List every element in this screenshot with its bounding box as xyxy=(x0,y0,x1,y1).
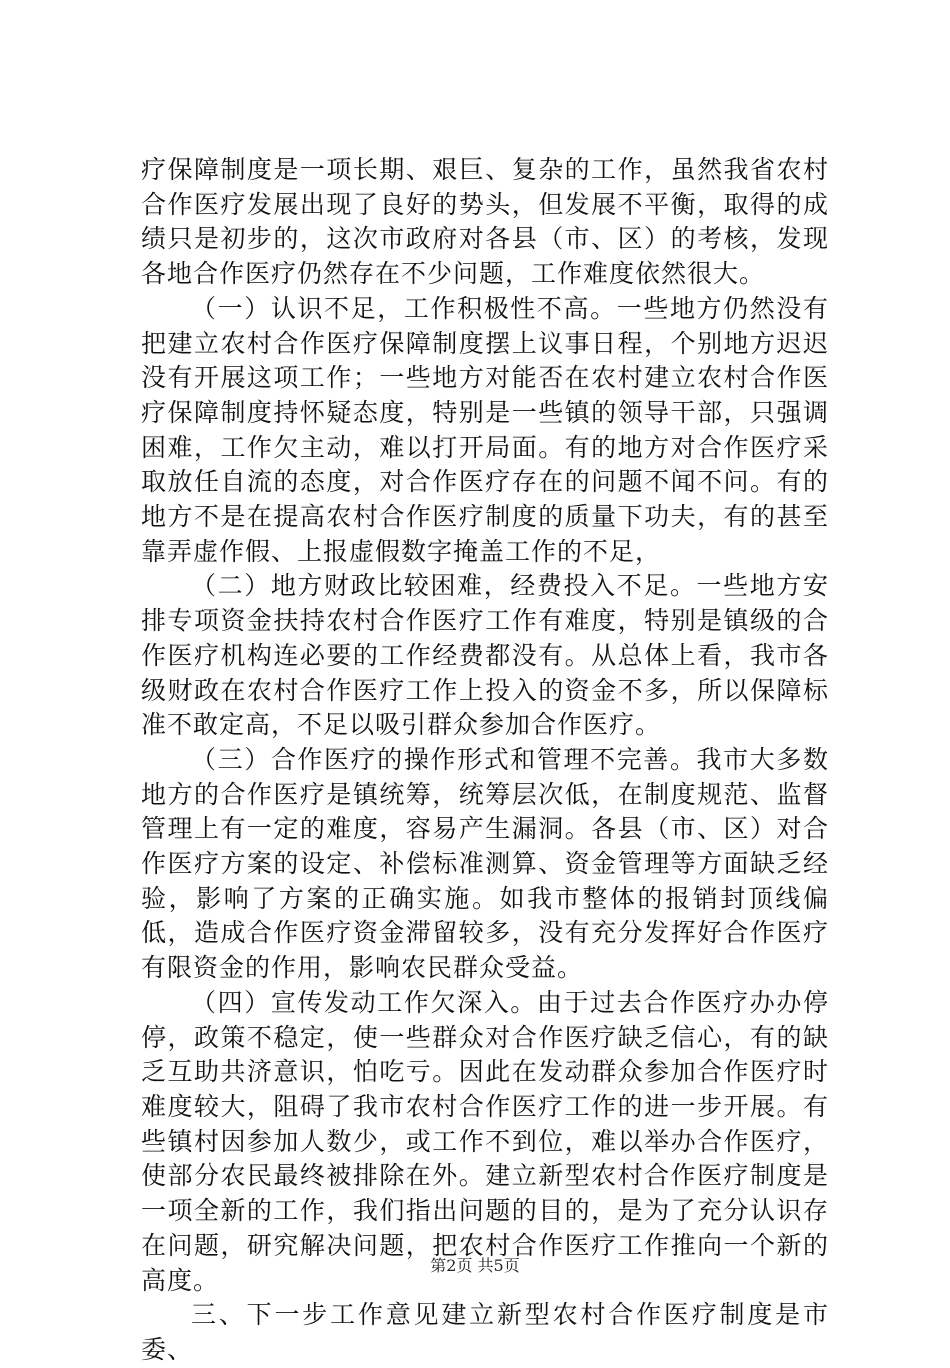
paragraph-issue-1: （一）认识不足，工作积极性不高。一些地方仍然没有把建立农村合作医疗保障制度摆上议事日程，个别地方迟迟没有开展这项工作；一些地方对能否在农村建立农村合作医疗保障制度持怀疑态度，特别是一些镇的领导干部，只强调困难，工作欠主动，难以打开局面。有的地方对合作医疗采取放任自流的态度，对合作医疗存在的问题不闻不问。有的地方不是在提高农村合作医疗制度的质量下功夫，有的甚至靠弄虚作假、上报虚假数字掩盖工作的不足， xyxy=(141,293,829,566)
page-number-footer: 第2页 共5页 xyxy=(430,1256,520,1275)
paragraph-issue-4: （四）宣传发动工作欠深入。由于过去合作医疗办办停停，政策不稳定，使一些群众对合作医疗缺乏信心，有的缺乏互助共济意识，怕吃亏。因此在发动群众参加合作医疗时难度较大，阻碍了我市农村合作医疗工作的进一步开展。有些镇村因参加人数少，或工作不到位，难以举办合作医疗，使部分农民最终被排除在外。建立新型农村合作医疗制度是一项全新的工作，我们指出问题的目的，是为了充分认识存在问题，研究解决问题，把农村合作医疗工作推向一个新的高度。 xyxy=(141,987,829,1295)
paragraph-issue-2: （二）地方财政比较困难，经费投入不足。一些地方安排专项资金扶持农村合作医疗工作有难度，特别是镇级的合作医疗机构连必要的工作经费都没有。从总体上看，我市各级财政在农村合作医疗工作上投入的资金不多，所以保障标准不敢定高，不足以吸引群众参加合作医疗。 xyxy=(141,571,829,740)
document-body xyxy=(141,153,829,1368)
paragraph-issue-3: （三）合作医疗的操作形式和管理不完善。我市大多数地方的合作医疗是镇统筹，统筹层次低，在制度规范、监督管理上有一定的难度，容易产生漏洞。各县（市、区）对合作医疗方案的设定、补偿标准测算、资金管理等方面缺乏经验，影响了方案的正确实施。如我市整体的报销封顶线偏低，造成合作医疗资金滞留较多，没有充分发挥好合作医疗有限资金的作用，影响农民群众受益。 xyxy=(141,744,829,983)
paragraph-section-3-heading: 三、下一步工作意见建立新型农村合作医疗制度是市委、 xyxy=(141,1300,829,1364)
paragraph-intro: 疗保障制度是一项长期、艰巨、复杂的工作，虽然我省农村合作医疗发展出现了良好的势头，但发展不平衡，取得的成绩只是初步的，这次市政府对各县（市、区）的考核，发现各地合作医疗仍然存在不少问题，工作难度依然很大。 xyxy=(141,155,829,289)
